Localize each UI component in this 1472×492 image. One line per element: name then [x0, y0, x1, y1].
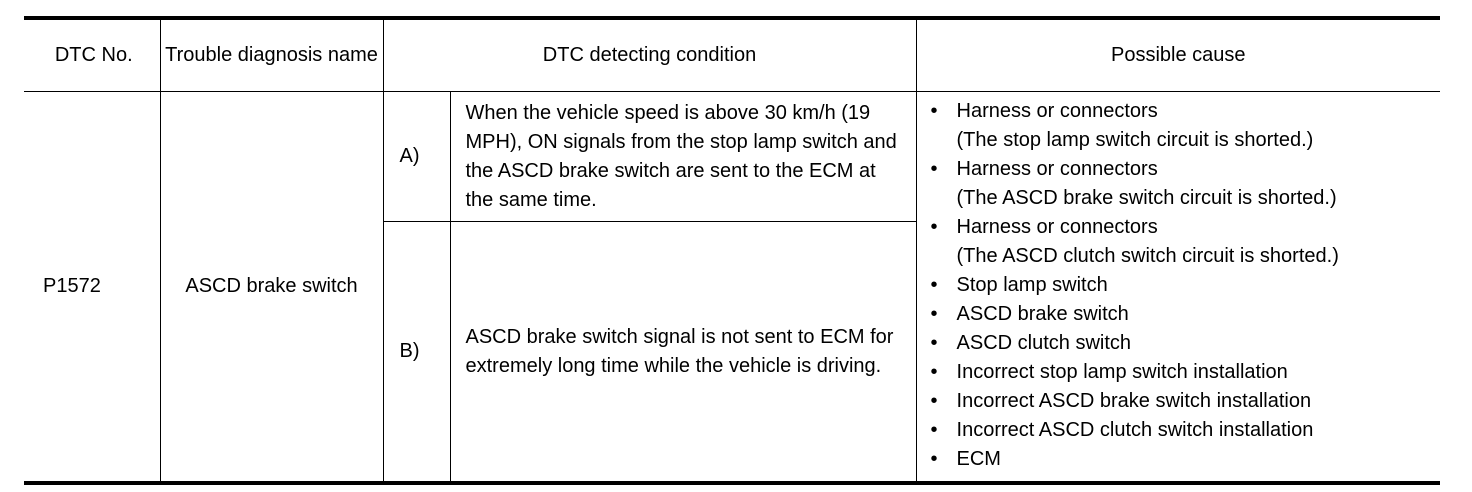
possible-cause-text: ECM [956, 448, 1001, 470]
possible-cause-text: Stop lamp switch [956, 274, 1108, 296]
header-possible-cause: Possible cause [916, 18, 1440, 92]
possible-cause-item [931, 271, 1441, 300]
bullet-icon: • [930, 158, 938, 180]
bullet-icon: • [930, 303, 938, 325]
condition-letter-a: A) [383, 92, 450, 222]
condition-letter-b: B) [383, 222, 450, 484]
header-dtc-no: DTC No. [24, 18, 160, 92]
possible-cause-detail: (The stop lamp switch circuit is shorted.) [956, 129, 1314, 151]
possible-cause-text: Incorrect stop lamp switch installation [956, 361, 1288, 383]
possible-cause-item [931, 97, 1441, 155]
dtc-number-cell: P1572 [24, 92, 160, 484]
condition-text-a: When the vehicle speed is above 30 km/h (19 MPH), ON signals from the stop lamp switch and the ASCD brake switch are sent to the ECM at the same time. [450, 92, 916, 222]
table-row [24, 92, 1440, 222]
header-dtc-detecting-condition: DTC detecting condition [383, 18, 916, 92]
possible-cause-item [931, 329, 1441, 358]
possible-cause-item [931, 300, 1441, 329]
possible-cause-detail: (The ASCD brake switch circuit is shorted.) [956, 187, 1337, 209]
possible-cause-item [931, 387, 1441, 416]
bullet-icon: • [930, 361, 938, 383]
possible-cause-text: Incorrect ASCD clutch switch installation [956, 419, 1314, 441]
bullet-icon: • [930, 390, 938, 412]
possible-cause-text: Harness or connectors [956, 158, 1158, 180]
possible-cause-detail: (The ASCD clutch switch circuit is shorted.) [956, 245, 1339, 267]
bullet-icon: • [930, 274, 938, 296]
possible-cause-cell [916, 92, 1440, 484]
possible-cause-text: Harness or connectors [956, 100, 1158, 122]
possible-cause-item [931, 416, 1441, 445]
trouble-name-cell: ASCD brake switch [160, 92, 383, 484]
possible-cause-item [931, 213, 1441, 271]
possible-cause-item [931, 445, 1441, 474]
possible-cause-text: ASCD clutch switch [956, 332, 1132, 354]
header-trouble-diagnosis-name: Trouble diagnosis name [160, 18, 383, 92]
possible-cause-text: ASCD brake switch [956, 303, 1129, 325]
table-header-row [24, 18, 1440, 92]
possible-cause-text: Incorrect ASCD brake switch installation [956, 390, 1312, 412]
possible-cause-text: Harness or connectors [956, 216, 1158, 238]
dtc-table [24, 16, 1440, 485]
bullet-icon: • [930, 419, 938, 441]
possible-cause-item [931, 155, 1441, 213]
bullet-icon: • [930, 448, 938, 470]
possible-cause-item [931, 358, 1441, 387]
possible-cause-list [931, 97, 1441, 474]
bullet-icon: • [930, 216, 938, 238]
condition-text-b: ASCD brake switch signal is not sent to ECM for extremely long time while the vehicle is driving. [450, 222, 916, 484]
bullet-icon: • [930, 100, 938, 122]
bullet-icon: • [930, 332, 938, 354]
